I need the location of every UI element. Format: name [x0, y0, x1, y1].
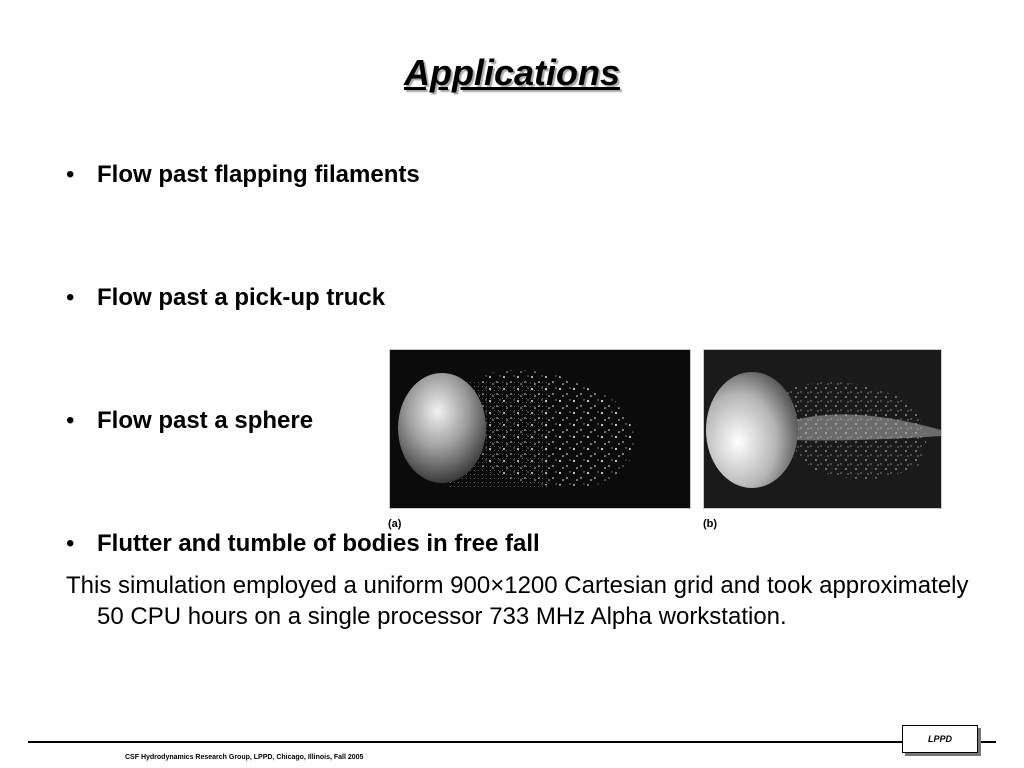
sphere-experiment-image	[704, 350, 941, 508]
bullet-marker: •	[66, 284, 75, 311]
bullet-text: Flow past a pick-up truck	[97, 284, 386, 311]
lppd-logo-text: LPPD	[927, 734, 952, 744]
sphere-simulation-image	[390, 350, 690, 508]
slide-title: Applications	[403, 52, 621, 93]
figure-caption-b: (b)	[703, 518, 718, 530]
figure-caption-a: (a)	[388, 518, 402, 530]
sphere-simulation-graphic	[390, 350, 690, 508]
lppd-logo	[902, 725, 978, 753]
simulation-description: This simulation employed a uniform 900×1200 Cartesian grid and took approximately 50 CPU hours on a single processor 733 MHz Alpha workstation.	[66, 572, 969, 630]
bullet-item-flutter	[66, 529, 540, 559]
footer-text: CSF Hydrodynamics Research Group, LPPD, Chicago, Illinois, Fall 2005	[125, 754, 364, 761]
bullet-item-sphere	[66, 406, 313, 436]
bullet-item-truck	[66, 283, 385, 313]
bullet-text: Flow past flapping filaments	[97, 161, 420, 188]
bullet-marker: •	[66, 530, 75, 557]
bullet-marker: •	[66, 407, 75, 434]
bullet-item-filaments	[66, 160, 420, 190]
bullet-text: Flow past a sphere	[97, 407, 314, 434]
bullet-text: Flutter and tumble of bodies in free fall	[97, 530, 540, 557]
bullet-marker: •	[66, 161, 75, 188]
sphere-experiment-graphic	[704, 350, 941, 508]
footer-divider	[28, 741, 996, 743]
